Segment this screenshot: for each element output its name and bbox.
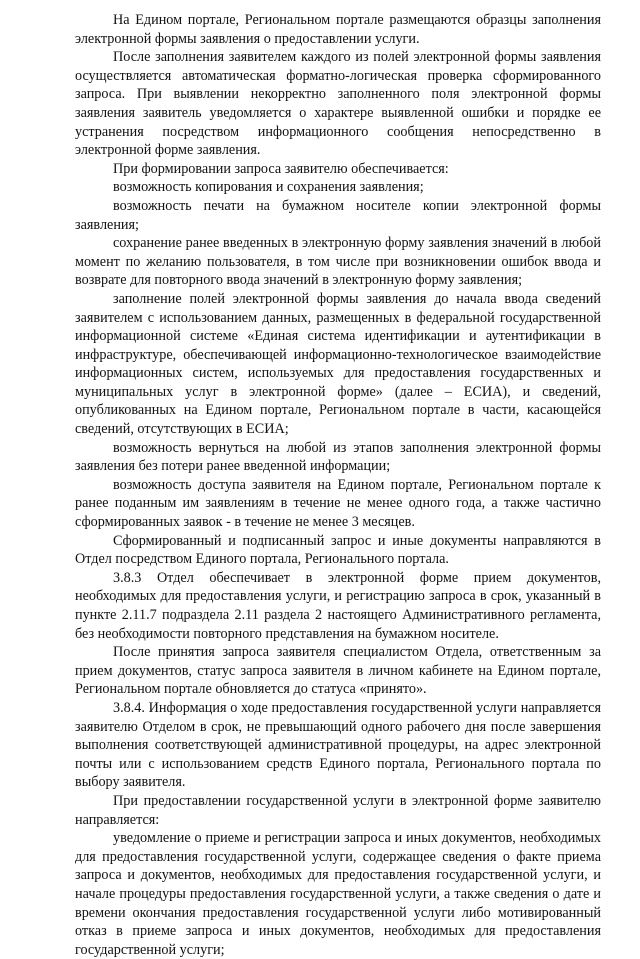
paragraph-copy-save: возможность копирования и сохранения заявления; bbox=[113, 179, 424, 196]
paragraph-electronic-notifications-intro: При предоставлении государственной услуги в электронной форме заявителю направляется: bbox=[75, 792, 601, 828]
paragraph-format-logical-check: После заполнения заявителем каждого из полей электронной формы заявления осуществляется автоматическая форматно-логическая проверка сформированного запроса. При выявлении некорректно заполненного поля электронной формы заявления заявитель уведомляется о характере выявленной ошибки и порядке ее устранения посредством информационного сообщения непосредственно в электронной форме заявления. bbox=[75, 49, 601, 159]
document-body bbox=[75, 11, 601, 959]
paragraph-section-3-8-4: 3.8.4. Информация о ходе предоставления государственной услуги направляется заявителю Отделом в срок, не превышающий одного рабочего дня после завершения выполнения соответствующей административной процедуры, на адрес электронной почты или с использованием средств Единого портала, Регионального портала по выбору заявителя. bbox=[75, 699, 601, 791]
paragraph-prefill-esia: заполнение полей электронной формы заявления до начала ввода сведений заявителем с использованием данных, размещенных в федеральной государственной информационной системе «Единая система идентификации и аутентификации в инфраструктуре, обеспечивающей информационно-технологическое взаимодействие информационных систем, используемых для предоставления государственных и муниципальных услуг в электронной форме» (далее – ЕСИА), и сведений, опубликованных на Едином портале, Региональном портале в части, касающейся сведений, отсутствующих в ЕСИА; bbox=[75, 290, 601, 438]
paragraph-request-provisions-intro: При формировании запроса заявителю обеспечивается: bbox=[113, 160, 449, 177]
paragraph-print-copy: возможность печати на бумажном носителе копии электронной формы заявления; bbox=[75, 197, 601, 233]
paragraph-sample-forms: На Едином портале, Региональном портале размещаются образцы заполнения электронной формы заявления о предоставлении услуги. bbox=[75, 12, 601, 47]
paragraph-return-to-stage: возможность вернуться на любой из этапов заполнения электронной формы заявления без потери ранее введенной информации; bbox=[75, 439, 601, 475]
paragraph-access-previous-requests: возможность доступа заявителя на Едином портале, Региональном портале к ранее поданным им заявлениям в течение не менее одного года, а также частично сформированных заявок - в течение не менее 3 месяцев. bbox=[75, 476, 601, 531]
paragraph-status-accepted: После принятия запроса заявителя специалистом Отдела, ответственным за прием документов, статус запроса заявителя в личном кабинете на Едином портале, Региональном портале обновляется до статуса «принято». bbox=[75, 644, 601, 698]
paragraph-section-3-8-3: 3.8.3 Отдел обеспечивает в электронной форме прием документов, необходимых для предоставления услуги, и регистрацию запроса в срок, указанный в пункте 2.11.7 подраздела 2.11 раздела 2 настоящего Административного регламента, без необходимости повторного представления на бумажном носителе. bbox=[75, 569, 601, 642]
paragraph-save-entered-values: сохранение ранее введенных в электронную форму заявления значений в любой момент по желанию пользователя, в том числе при возникновении ошибок ввода и возврате для повторного ввода значений в электронную форму заявления; bbox=[75, 235, 601, 289]
paragraph-receipt-notification: уведомление о приеме и регистрации запроса и иных документов, необходимых для предоставления государственной услуги, содержащее сведения о факте приема запроса и документов, необходимых для предоставления государственной услуги, и начале процедуры предоставления государственной услуги, а также сведения о дате и времени окончания предоставления государственной услуги либо мотивированный отказ в приеме запроса и иных документов, необходимых для предоставления государственной услуги; bbox=[75, 830, 601, 958]
paragraph-submission: Сформированный и подписанный запрос и иные документы направляются в Отдел посредством Единого портала, Регионального портала. bbox=[75, 532, 601, 568]
